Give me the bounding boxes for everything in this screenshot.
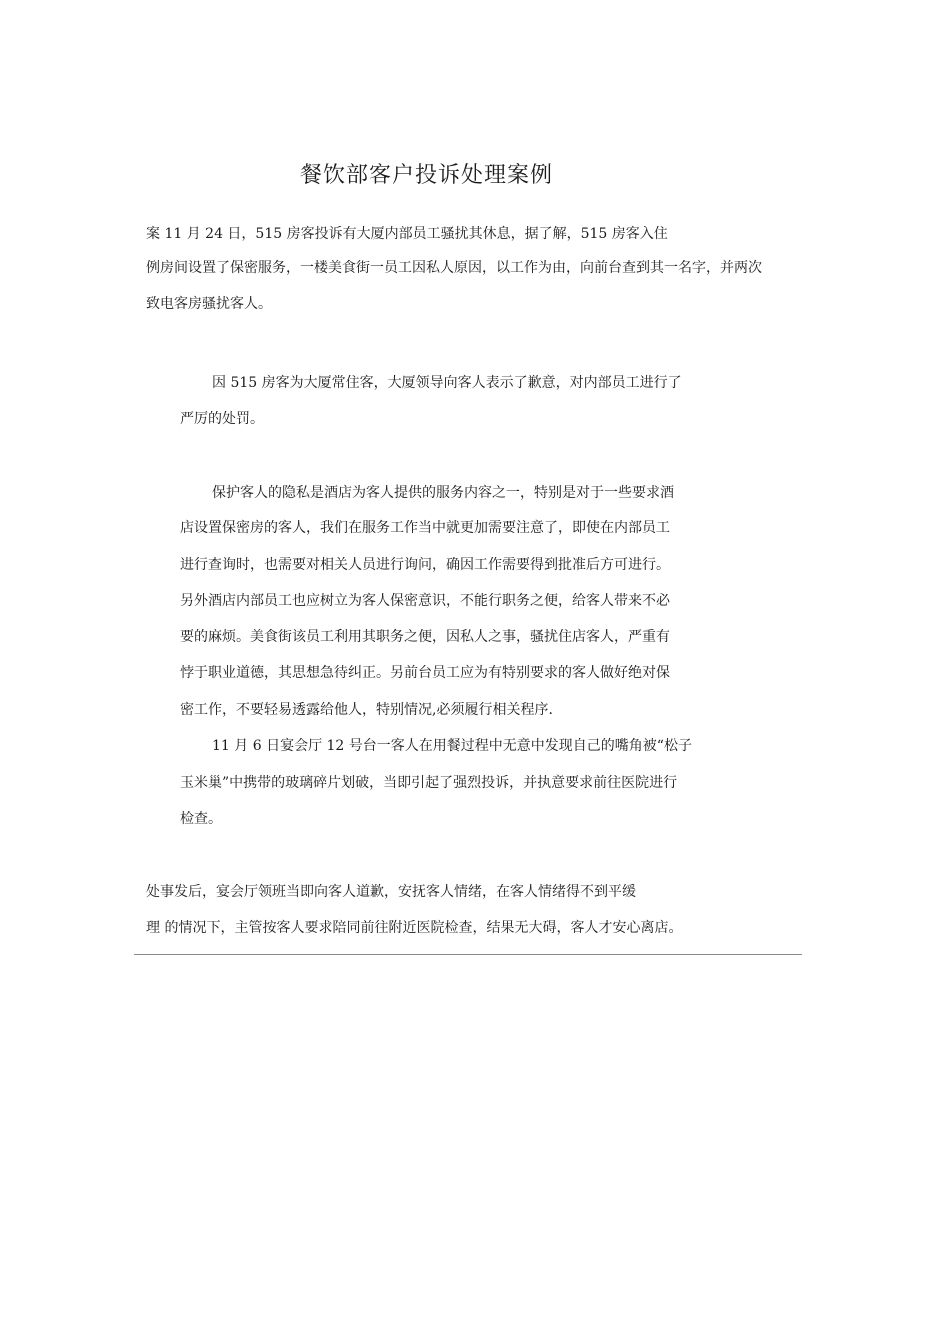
text-line: 密工作，不要轻易透露给他人，特别情况,必须履行相关程序.	[180, 702, 553, 718]
text-line: 致电客房骚扰客人。	[146, 296, 272, 312]
document-title: 餐饮部客户投诉处理案例	[300, 163, 554, 188]
text-line: 例房间设置了保密服务，一楼美食街一员工因私人原因，以工作为由，向前台查到其一名字，并两次	[146, 260, 762, 276]
text-line: 玉米巢”中携带的玻璃碎片划破，当即引起了强烈投诉，并执意要求前往医院进行	[180, 775, 678, 791]
text-line: 进行查询时，也需要对相关人员进行询问，确因工作需要得到批准后方可进行。	[180, 557, 670, 573]
text-line: 保护客人的隐私是酒店为客人提供的服务内容之一，特别是对于一些要求酒	[212, 485, 674, 501]
text-line: 案 11 月 24 日，515 房客投诉有大厦内部员工骚扰其休息，据了解，515 房客入住	[146, 226, 668, 242]
text-line: 理 的情况下，主管按客人要求陪同前往附近医院检查，结果无大碍，客人才安心离店。	[146, 920, 683, 936]
text-line: 严厉的处罚。	[180, 411, 264, 427]
horizontal-rule	[134, 954, 802, 955]
text-line: 店设置保密房的客人，我们在服务工作当中就更加需要注意了，即使在内部员工	[180, 520, 670, 536]
text-line: 悖于职业道德，其思想急待纠正。另前台员工应为有特别要求的客人做好绝对保	[180, 665, 670, 681]
text-line: 因 515 房客为大厦常住客，大厦领导向客人表示了歉意，对内部员工进行了	[212, 375, 682, 391]
text-line: 11 月 6 日宴会厅 12 号台一客人在用餐过程中无意中发现自己的嘴角被“松子	[212, 738, 692, 754]
text-line: 处事发后，宴会厅领班当即向客人道歉，安抚客人情绪，在客人情绪得不到平缓	[146, 884, 636, 900]
text-line: 另外酒店内部员工也应树立为客人保密意识，不能行职务之便，给客人带来不必	[180, 593, 670, 609]
text-line: 检查。	[180, 811, 222, 827]
text-line: 要的麻烦。美食街该员工利用其职务之便，因私人之事，骚扰住店客人，严重有	[180, 629, 670, 645]
